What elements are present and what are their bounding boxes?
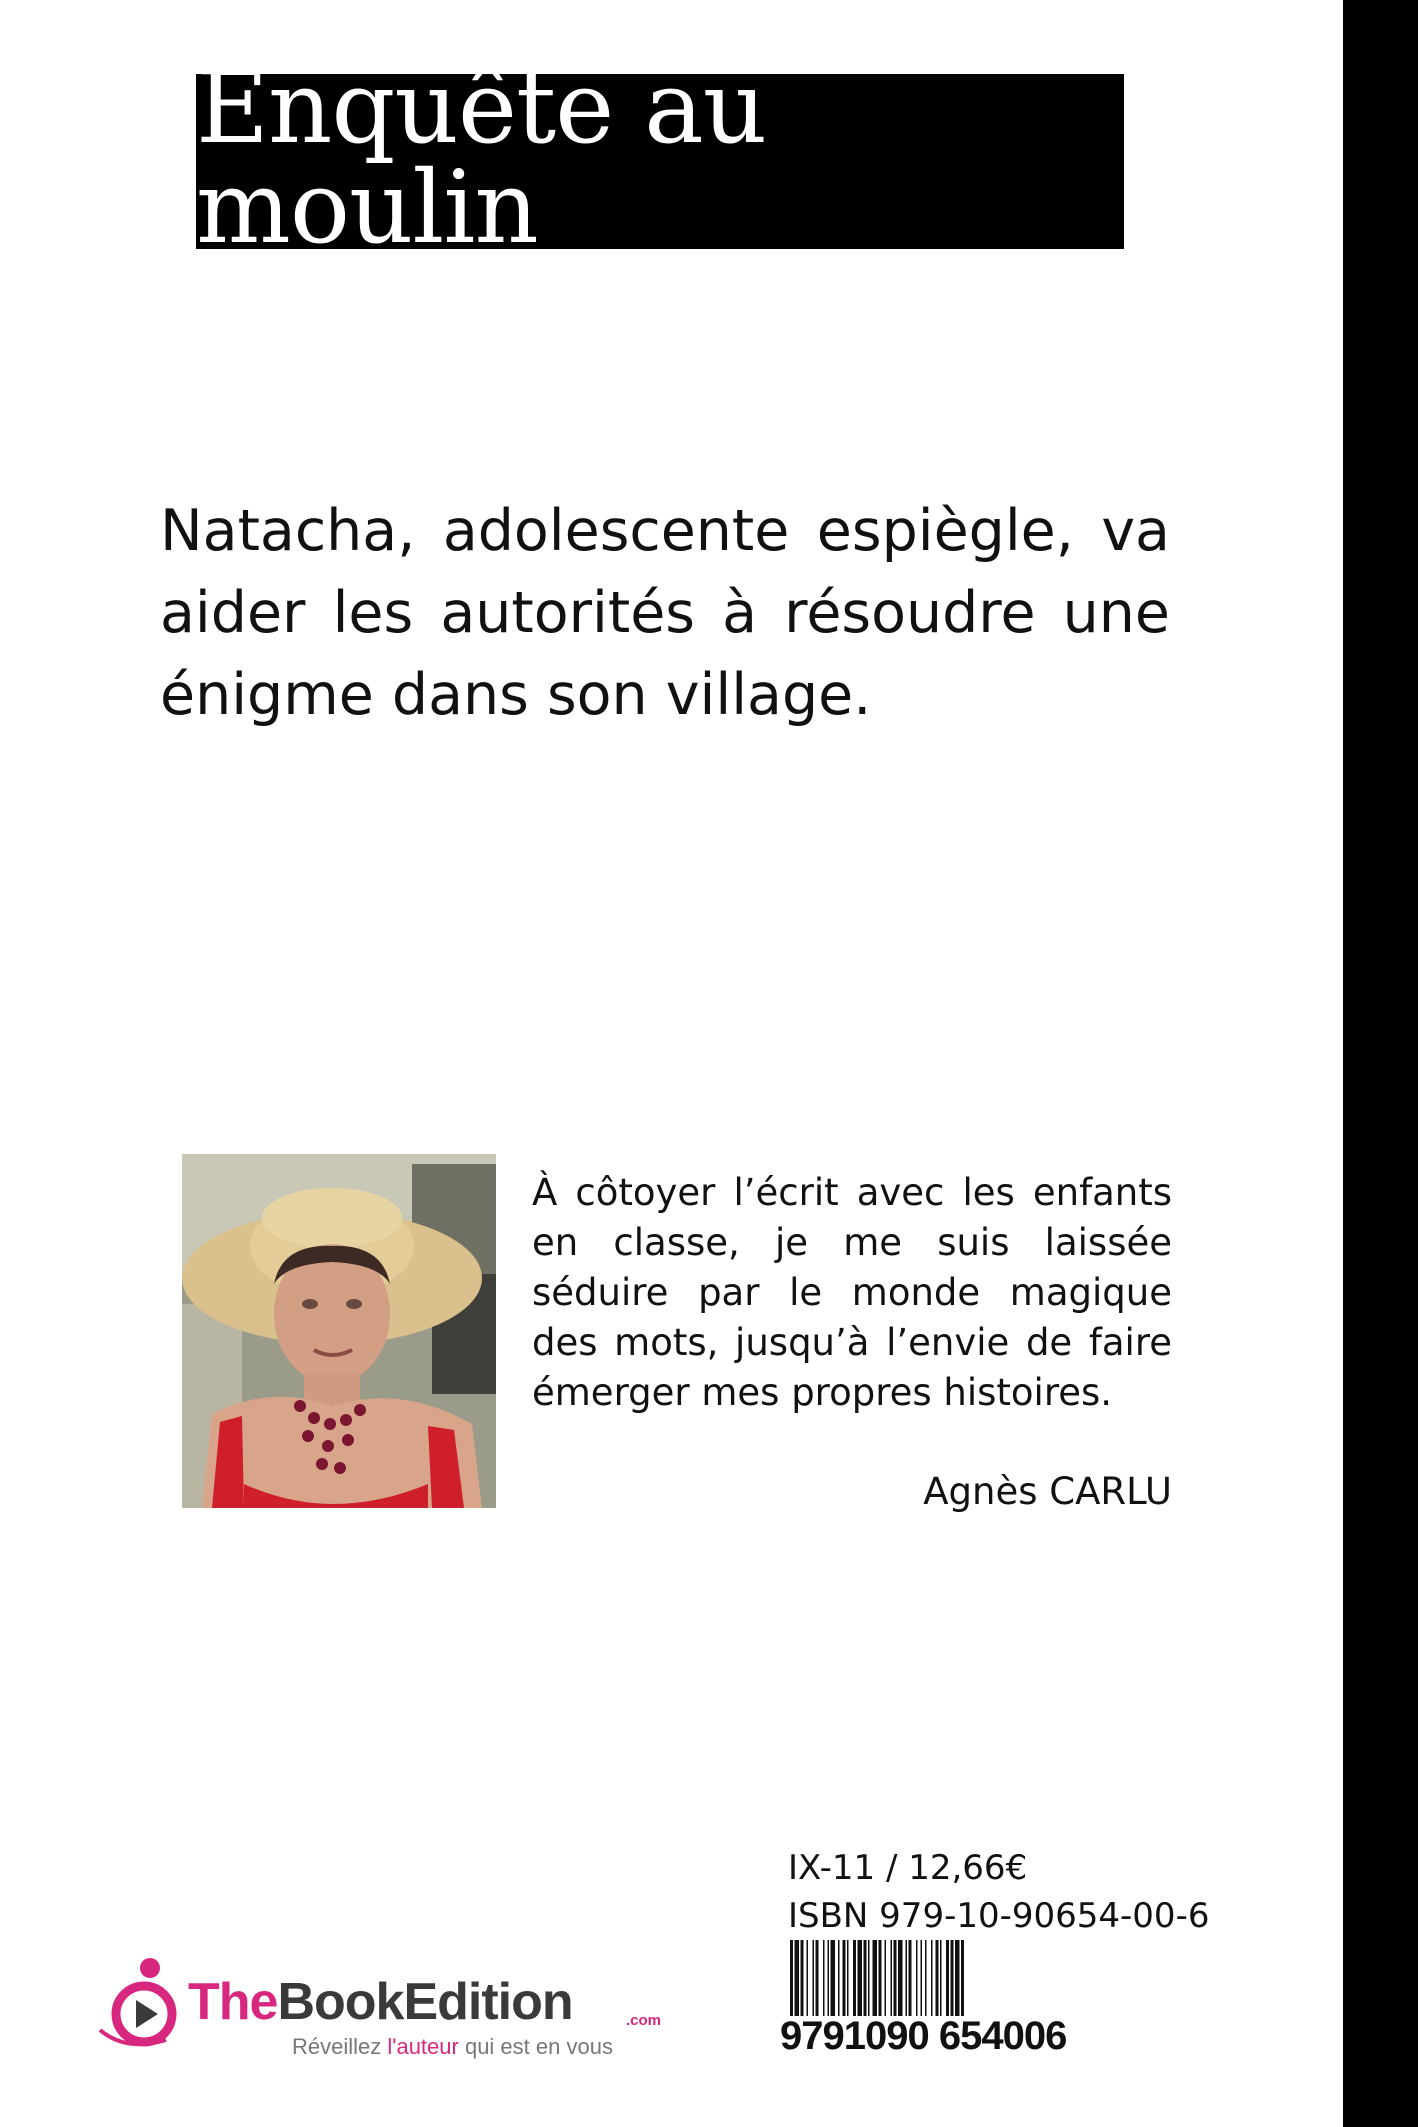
barcode-bar <box>813 1940 815 2016</box>
barcode-bar <box>838 1940 840 2016</box>
barcode-bar <box>831 1940 836 2016</box>
barcode-bar <box>790 1940 793 2016</box>
barcode-bar <box>795 1940 800 2016</box>
barcode-bar <box>853 1940 856 2016</box>
isbn-number: ISBN 979-10-90654-00-6 <box>788 1896 1210 1936</box>
barcode-bar <box>864 1940 867 2016</box>
tagline-highlight: l'auteur <box>387 2034 459 2059</box>
book-blurb: Natacha, adolescente espiègle, va aider les autorités à résoudre une énigme dans son village. <box>160 498 1170 728</box>
barcode-bar <box>936 1940 939 2016</box>
barcode-digits: 9791090 654006 <box>780 2014 1067 2058</box>
isbn-barcode <box>790 1940 1080 2016</box>
barcode-bar <box>843 1940 846 2016</box>
barcode-bar <box>807 1940 809 2016</box>
title-banner <box>196 48 1124 266</box>
barcode-bar <box>906 1940 908 2016</box>
book-spine <box>1343 0 1418 2127</box>
barcode-bar <box>879 1940 882 2016</box>
barcode-bar <box>873 1940 878 2016</box>
barcode-bar <box>858 1940 863 2016</box>
publisher-tagline <box>292 2034 613 2060</box>
tagline-end: qui est en vous <box>458 2034 613 2059</box>
publisher-name <box>188 1972 573 2032</box>
author-photo <box>182 1154 496 1508</box>
barcode-bar <box>847 1940 849 2016</box>
barcode-bar <box>961 1940 964 2016</box>
barcode-bar <box>955 1940 960 2016</box>
barcode-bar <box>931 1940 933 2016</box>
author-portrait-illustration <box>182 1154 496 1508</box>
barcode-bar <box>885 1940 887 2016</box>
author-bio: À côtoyer l’écrit avec les enfants en classe, je me suis laissée séduire par le monde magique des mots, jusqu’à l’envie de faire émerger mes propres histoires. <box>532 1171 1172 1414</box>
tagline-start: Réveillez <box>292 2034 388 2059</box>
barcode-bar <box>891 1940 893 2016</box>
barcode-bar <box>951 1940 954 2016</box>
barcode-bar <box>894 1940 897 2016</box>
barcode-bar <box>909 1940 912 2016</box>
publisher-name-part1: The <box>188 1973 278 2031</box>
barcode-bar <box>925 1940 927 2016</box>
barcode-bar <box>868 1940 870 2016</box>
barcode-bar <box>898 1940 903 2016</box>
barcode-bar <box>828 1940 830 2016</box>
price-code: IX-11 / 12,66€ <box>788 1848 1028 1888</box>
barcode-bar <box>916 1940 918 2016</box>
publisher-figure-icon <box>96 1956 180 2056</box>
publisher-logo <box>96 1950 696 2070</box>
book-title: Enquête au moulin <box>196 48 767 266</box>
publisher-name-part2: BookEdition <box>277 1973 573 2031</box>
barcode-bar <box>921 1940 923 2016</box>
barcode-bar <box>823 1940 825 2016</box>
author-name: Agnès CARLU <box>923 1470 1172 1513</box>
barcode-bar <box>801 1940 804 2016</box>
barcode-bar <box>946 1940 949 2016</box>
barcode-bar <box>940 1940 942 2016</box>
publisher-domain: .com <box>626 2012 662 2029</box>
barcode-bar <box>816 1940 819 2016</box>
